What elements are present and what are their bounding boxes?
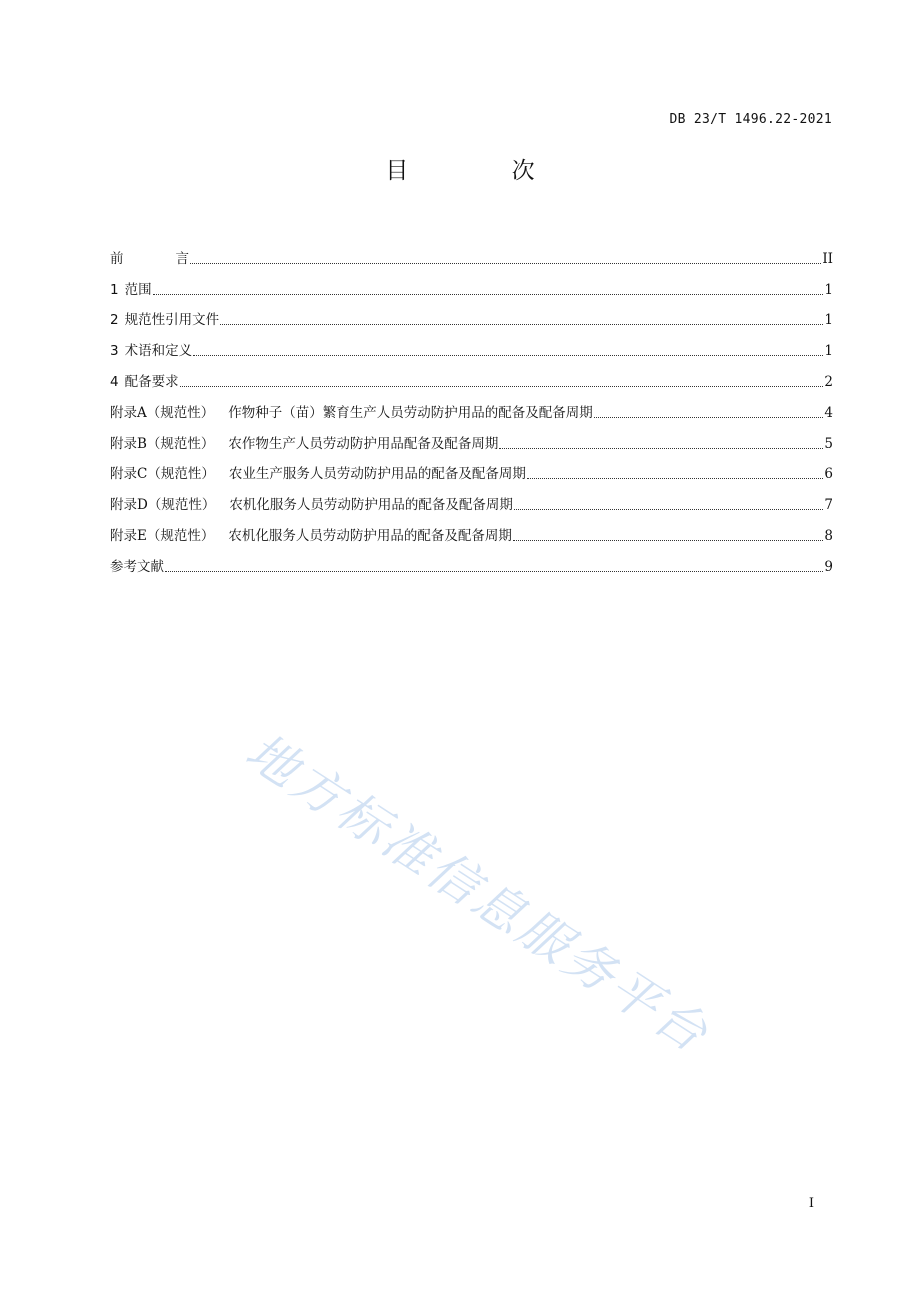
toc-leader-dots [514,508,824,510]
toc-leader-dots [180,385,824,387]
toc-entry-label-second: 言 [175,250,189,267]
toc-entry-title: 农机化服务人员劳动防护用品的配备及配备周期 [228,527,512,544]
toc-entry-foreword[interactable] [110,236,833,267]
toc-entry-number: 1 [110,281,119,298]
toc-page-number: II [822,250,833,267]
toc-entry-number: 2 [110,312,119,329]
toc-annex-designation: 附录C（规范性） [110,466,215,483]
page-title: 目 次 [385,158,583,184]
table-of-contents [110,236,833,575]
toc-entry-title: 农作物生产人员劳动防护用品配备及配备周期 [228,435,499,452]
toc-page-number: 9 [824,558,833,575]
toc-entry-label [110,432,498,452]
toc-entry-label [110,278,152,298]
toc-entry-annex-c[interactable] [110,452,833,483]
toc-entry-scope[interactable] [110,267,833,298]
toc-entry-label [110,339,192,359]
toc-entry-terms-definitions[interactable] [110,328,833,359]
toc-entry-title: 术语和定义 [124,343,193,360]
toc-entry-annex-d[interactable] [110,482,833,513]
toc-leader-dots [594,416,824,418]
toc-entry-title: 范围 [124,281,152,298]
toc-leader-dots [513,539,824,541]
toc-page-number: 1 [824,281,833,298]
toc-entry-label [110,247,189,267]
toc-entry-label [110,370,179,390]
toc-annex-designation: 附录A（规范性） [110,404,215,421]
toc-leader-dots [499,447,823,449]
watermark: 地方标准信息服务平台 [235,721,721,1065]
toc-entry-title: 农机化服务人员劳动防护用品的配备及配备周期 [229,497,513,514]
toc-entry-label-first: 前 [110,250,176,267]
toc-entry-title: 规范性引用文件 [124,312,220,329]
toc-entry-number: 4 [110,373,119,390]
toc-page-number: 4 [824,404,833,421]
toc-leader-dots [190,262,821,264]
toc-leader-dots [153,293,824,295]
standard-code: DB 23/T 1496.22-2021 [669,112,832,127]
toc-entry-label [110,308,219,328]
toc-entry-annex-e[interactable] [110,513,833,544]
toc-leader-dots [527,477,824,479]
toc-annex-designation: 附录B（规范性） [110,435,215,452]
toc-leader-dots [165,570,823,572]
toc-entry-label [110,462,526,482]
toc-page-number: 5 [824,435,833,452]
toc-entry-title: 配备要求 [124,373,179,390]
toc-leader-dots [193,354,823,356]
toc-page-number: 1 [824,343,833,360]
toc-entry-requirements[interactable] [110,359,833,390]
toc-entry-normative-references[interactable] [110,298,833,329]
toc-annex-designation: 附录E（规范性） [110,527,215,544]
toc-entry-label [110,493,513,513]
toc-entry-title: 农业生产服务人员劳动防护用品的配备及配备周期 [228,466,526,483]
toc-entry-label [110,555,164,575]
toc-page-number: 8 [824,527,833,544]
toc-entry-label [110,524,512,544]
toc-entry-title: 作物种子（苗）繁育生产人员劳动防护用品的配备及配备周期 [228,404,593,421]
toc-page-number: 7 [824,497,833,514]
toc-entry-label [110,401,593,421]
toc-entry-number: 3 [110,343,119,360]
toc-annex-designation: 附录D（规范性） [110,497,216,514]
toc-entry-bibliography[interactable] [110,544,833,575]
toc-entry-title: 参考文献 [110,558,164,575]
toc-entry-annex-b[interactable] [110,421,833,452]
toc-page-number: 6 [824,466,833,483]
toc-page-number: 2 [824,373,833,390]
toc-leader-dots [220,323,823,325]
toc-entry-annex-a[interactable] [110,390,833,421]
toc-page-number: 1 [824,312,833,329]
page-number: I [808,1196,814,1211]
